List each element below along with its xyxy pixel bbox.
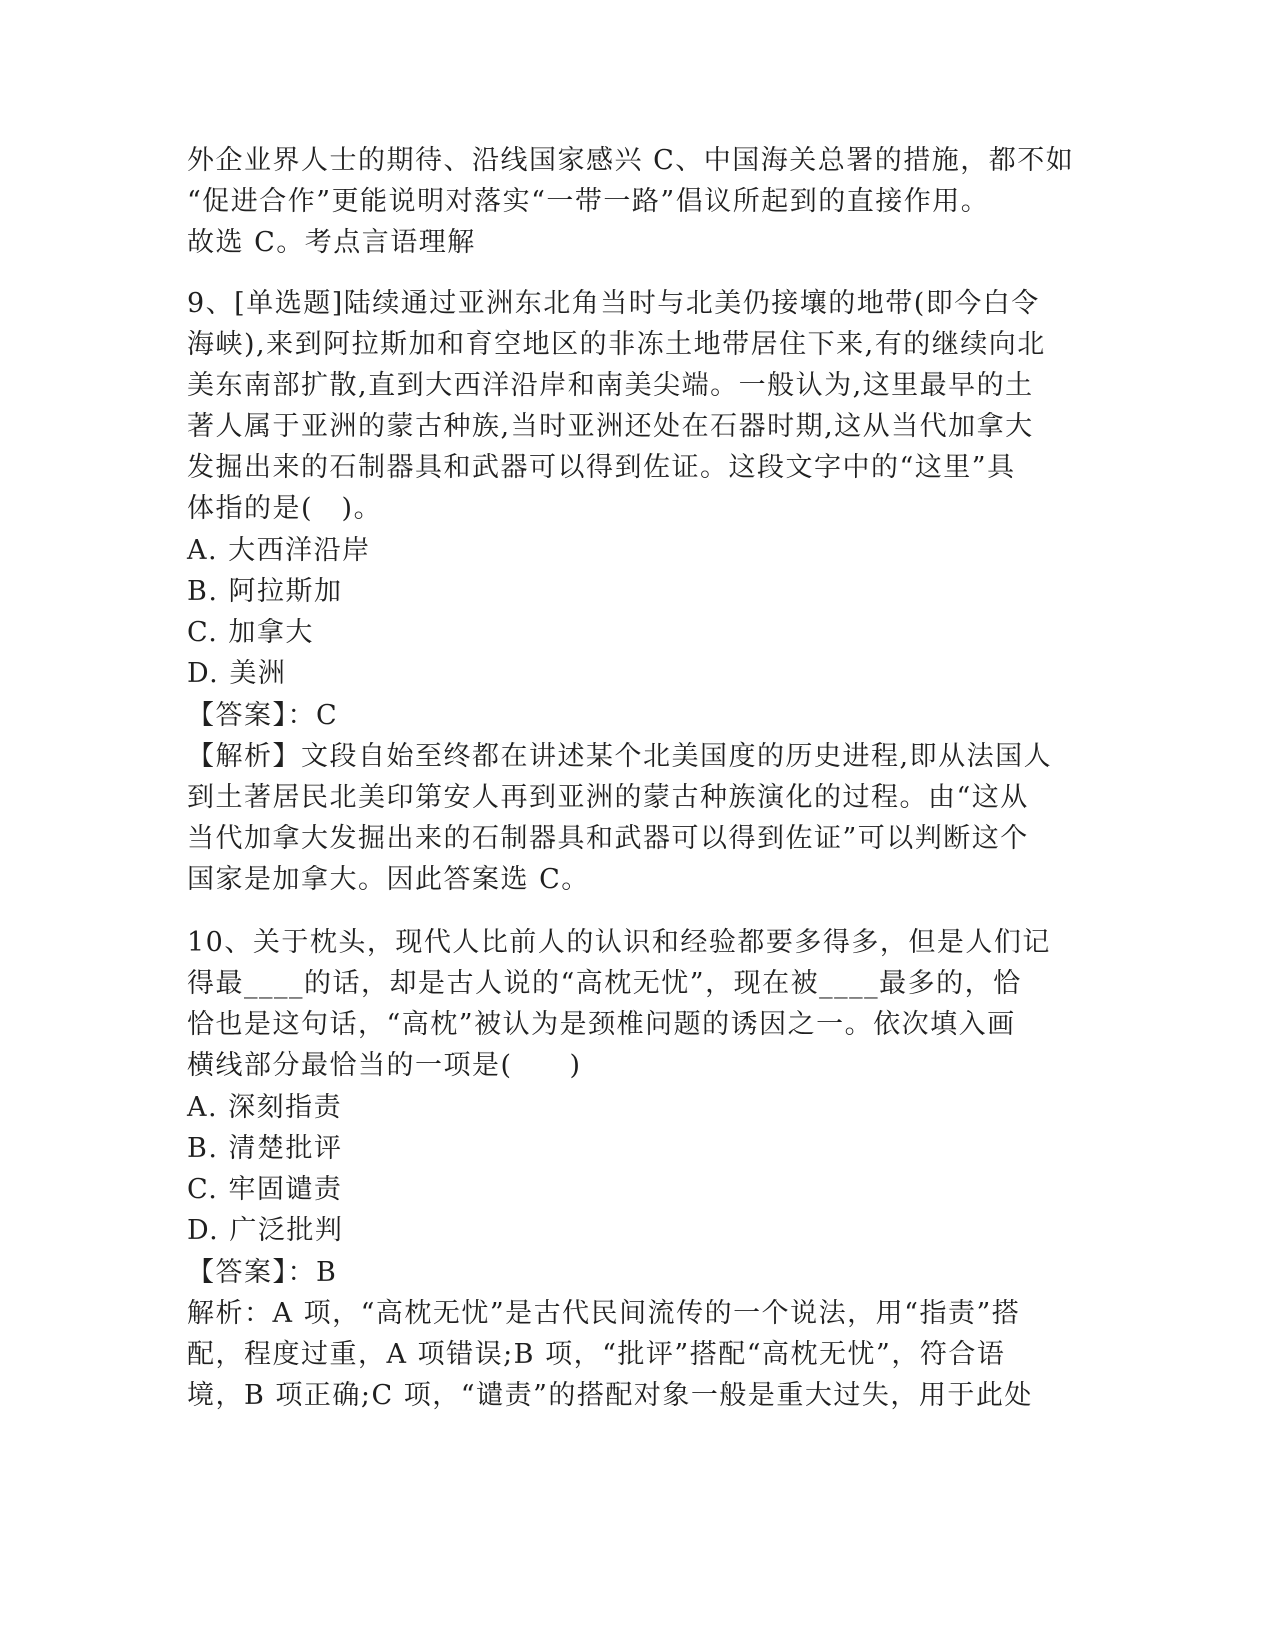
prev-explanation-line: 故选 C。考点言语理解 bbox=[187, 227, 476, 258]
question-10-answer: 【答案】：B bbox=[187, 1257, 338, 1288]
question-9-answer: 【答案】：C bbox=[187, 700, 339, 731]
question-9-option-a: A. 大西洋沿岸 bbox=[187, 535, 371, 566]
question-9-stem-line: 体指的是( )。 bbox=[187, 493, 383, 524]
question-9-analysis-line: 到土著居民北美印第安人再到亚洲的蒙古种族演化的过程。由“这从 bbox=[187, 782, 1029, 813]
question-10-option-c: C. 牢固谴责 bbox=[187, 1174, 343, 1205]
question-9-stem-line: 9、[单选题]陆续通过亚洲东北角当时与北美仍接壤的地带(即今白令 bbox=[187, 288, 1040, 319]
question-9-option-b: B. 阿拉斯加 bbox=[187, 576, 343, 607]
question-10-option-a: A. 深刻指责 bbox=[187, 1092, 343, 1123]
question-10-analysis-line: 境，B 项正确;C 项，“谴责”的搭配对象一般是重大过失，用于此处 bbox=[187, 1380, 1033, 1411]
question-9-option-c: C. 加拿大 bbox=[187, 617, 314, 648]
question-9-stem-line: 海峡),来到阿拉斯加和育空地区的非冻土地带居住下来,有的继续向北 bbox=[187, 329, 1046, 360]
prev-explanation-line: “促进合作”更能说明对落实“一带一路”倡议所起到的直接作用。 bbox=[187, 186, 990, 217]
question-10-option-d: D. 广泛批判 bbox=[187, 1215, 344, 1246]
question-9-stem-line: 美东南部扩散,直到大西洋沿岸和南美尖端。一般认为,这里最早的土 bbox=[187, 370, 1034, 401]
question-10-option-b: B. 清楚批评 bbox=[187, 1133, 343, 1164]
question-9-analysis-line: 当代加拿大发掘出来的石制器具和武器可以得到佐证”可以判断这个 bbox=[187, 823, 1029, 854]
question-10-stem-line: 恰也是这句话，“高枕”被认为是颈椎问题的诱因之一。依次填入画 bbox=[187, 1009, 1016, 1040]
question-9-stem-line: 著人属于亚洲的蒙古种族,当时亚洲还处在石器时期,这从当代加拿大 bbox=[187, 411, 1034, 442]
question-9-stem-line: 发掘出来的石制器具和武器可以得到佐证。这段文字中的“这里”具 bbox=[187, 452, 1016, 483]
question-10-stem-line: 得最____的话，却是古人说的“高枕无忧”，现在被____最多的，恰 bbox=[187, 968, 1022, 999]
question-10-stem-line: 10、关于枕头，现代人比前人的认识和经验都要多得多，但是人们记 bbox=[187, 927, 1051, 958]
question-10-analysis-line: 配，程度过重，A 项错误;B 项，“批评”搭配“高枕无忧”，符合语 bbox=[187, 1339, 1006, 1370]
question-9-analysis-line: 【解析】文段自始至终都在讲述某个北美国度的历史进程,即从法国人 bbox=[187, 741, 1053, 772]
question-9-analysis-line: 国家是加拿大。因此答案选 C。 bbox=[187, 864, 590, 895]
prev-explanation-line: 外企业界人士的期待、沿线国家感兴 C、中国海关总署的措施，都不如 bbox=[187, 145, 1075, 176]
question-10-stem-line: 横线部分最恰当的一项是( ) bbox=[187, 1050, 582, 1081]
question-10-analysis-line: 解析：A 项，“高枕无忧”是古代民间流传的一个说法，用“指责”搭 bbox=[187, 1298, 1021, 1329]
question-9-option-d: D. 美洲 bbox=[187, 658, 287, 689]
